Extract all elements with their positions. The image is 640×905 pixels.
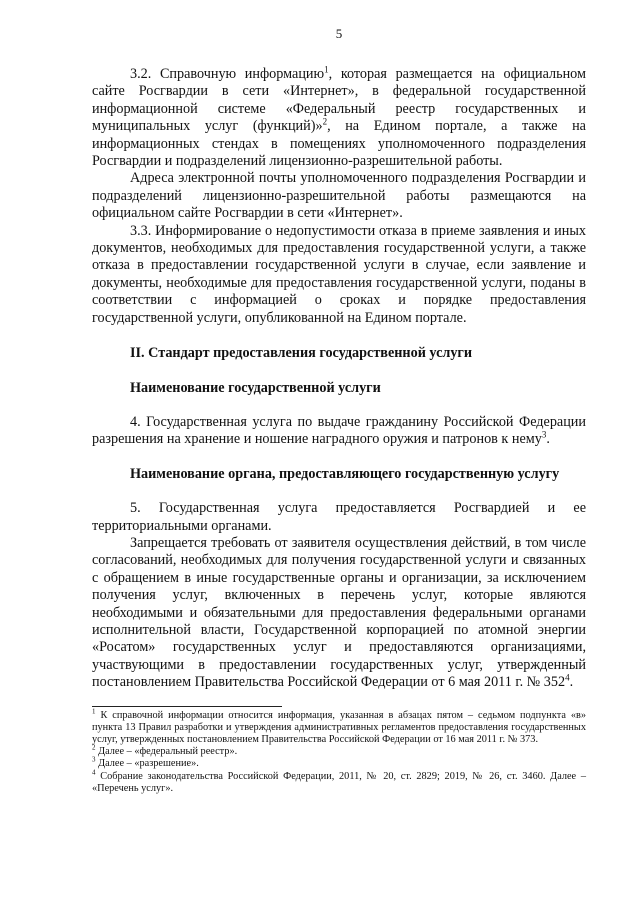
paragraph-text: , на Едином портале, а также на информационных стендах в помещениях уполномоченного подразделения Росгвардии и подразделений лицензионно-разрешительной работы. bbox=[92, 118, 586, 170]
footnote-text: Далее – «федеральный реестр». bbox=[98, 746, 238, 758]
footnote-mark: 3 bbox=[92, 755, 96, 764]
paragraph-text: . bbox=[546, 431, 550, 448]
footnote-mark: 2 bbox=[92, 743, 96, 752]
subheading-service-name: Наименование государственной услуги bbox=[130, 379, 381, 396]
paragraph-text: , которая размещается на официальном сайте Росгвардии в сети «Интернет», в федеральной государственной информационной системе «Федеральный реестр государственных и муниципальных услуг (функций)» bbox=[92, 66, 586, 135]
footnote-text: К справочной информации относится информация, указанная в абзацах пятом – седьмом подпункта «в» пункта 13 Правил разработки и утверждения административных регламентов предоставления государственных услуг, утвержденных постановлением Правительства Российской Федерации от 16 мая 2011 г. № 373. bbox=[92, 709, 587, 745]
footnote-4 bbox=[92, 768, 586, 795]
paragraph-text: . bbox=[569, 674, 574, 691]
section-heading: II. Стандарт предоставления государственной услуги bbox=[130, 345, 473, 362]
footnote-divider bbox=[92, 706, 282, 707]
footnote-ref-3[interactable]: 3 bbox=[541, 429, 547, 440]
paragraph-prohibition bbox=[92, 535, 586, 692]
footnote-ref-2[interactable]: 2 bbox=[322, 116, 328, 127]
footnote-2 bbox=[92, 743, 586, 758]
footnote-text: Далее – «разрешение». bbox=[98, 758, 199, 770]
footnote-ref-1[interactable]: 1 bbox=[324, 64, 329, 75]
paragraph-3-3: 3.3. Информирование о недопустимости отказа в приеме заявления и иных документов, необходимых для предоставления государственной услуги, а также отказа в предоставлении государственной услуги в случае, если заявление и документы, необходимые для предоставления государственной услуги, поданы в соответствии с информацией о сроках и порядке предоставления государственной услуги, опубликованной на Едином портале. bbox=[92, 222, 586, 326]
page-number: 5 bbox=[335, 26, 343, 41]
footnote-ref-4[interactable]: 4 bbox=[565, 672, 570, 683]
paragraph-text: Запрещается требовать от заявителя осуществления действий, в том числе согласований, необходимых для получения государственной услуги и связанных с обращением в иные государственные органы и организации, за исключением получения услуг, включенных в перечень услуг, которые являются необходимыми и обязательными для предоставления федеральными органами исполнительной власти, Государственной корпорацией по атомной энергии «Росатом» государственных услуг и предоставляются организациями, участвующими в предоставлении государственных услуг, утвержденный постановлением Правительства Российской Федерации от 6 мая 2011 г. № 352 bbox=[92, 534, 586, 691]
footnote-mark: 4 bbox=[92, 768, 96, 777]
footnote-mark: 1 bbox=[92, 707, 96, 716]
footnote-text: Собрание законодательства Российской Федерации, 2011, № 20, ст. 2829; 2019, № 26, ст. 3460. Далее – «Перечень услуг». bbox=[92, 770, 586, 794]
footnote-3 bbox=[92, 755, 586, 770]
paragraph-4 bbox=[92, 414, 586, 449]
paragraph-5: 5. Государственная услуга предоставляется Росгвардией и ее территориальными органами. bbox=[92, 500, 586, 534]
subheading-organ-name: Наименование органа, предоставляющего государственную услугу bbox=[130, 465, 560, 482]
paragraph-text: 3.2. Справочную информацию bbox=[130, 66, 325, 82]
footnote-1 bbox=[92, 707, 587, 747]
paragraph-text: 4. Государственная услуга по выдаче гражданину Российской Федерации разрешения на хранение и ношение наградного оружия и патронов к нему bbox=[92, 413, 586, 448]
paragraph-email-addresses: Адреса электронной почты уполномоченного подразделения Росгвардии и подразделений лицензионно-разрешительной работы размещаются на официальном сайте Росгвардии в сети «Интернет». bbox=[92, 170, 586, 222]
paragraph-3-2 bbox=[92, 66, 586, 170]
